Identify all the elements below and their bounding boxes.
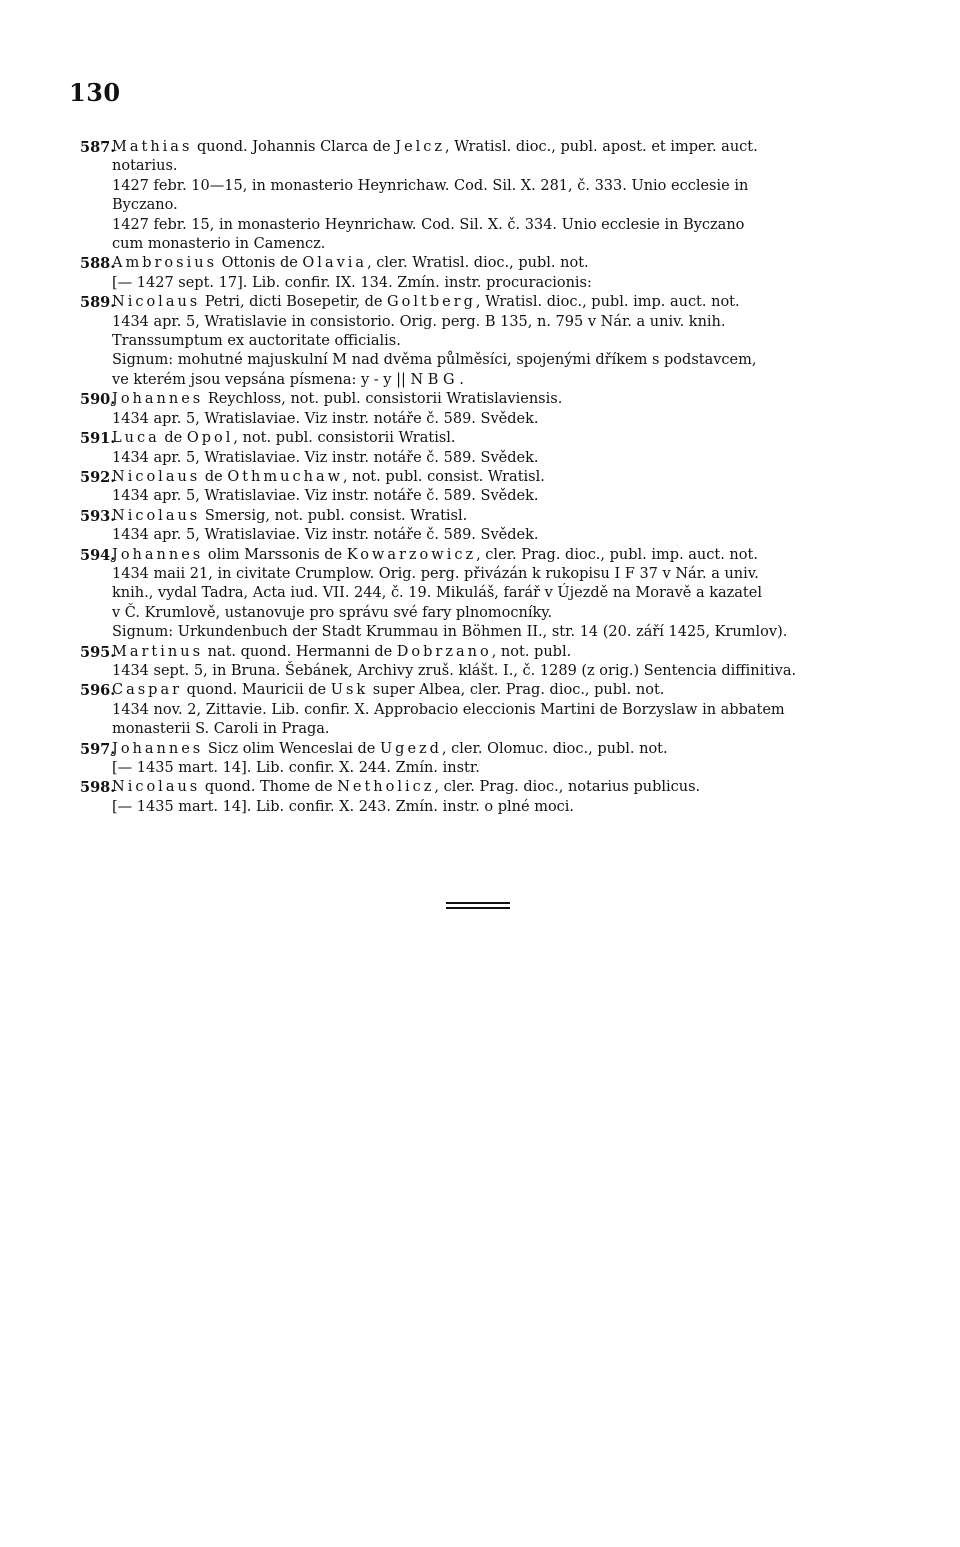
spaced-name: Opol — [186, 430, 234, 447]
entry-line: 1434 sept. 5, in Bruna. Šebánek, Archivy zruš. klášt. I., č. 1289 (z orig.) Sentencia diffinitiva. — [112, 662, 797, 679]
entry-body — [112, 778, 895, 817]
entry-body — [112, 429, 895, 468]
entry — [80, 778, 895, 817]
entry-line: 1434 apr. 5, Wratislaviae. Viz instr. notáře č. 589. Svědek. — [112, 488, 539, 505]
entry-text: , cler. Olomuc. dioc., publ. not. — [441, 740, 668, 757]
entry-text: de — [200, 468, 228, 485]
entries-list — [80, 138, 895, 817]
entry-text: nat. quond. Hermanni de — [203, 643, 397, 660]
entry-text: , not. publ. consist. Wratisl. — [343, 468, 545, 485]
entry-line: v Č. Krumlově, ustanovuje pro správu své fary plnomocníky. — [112, 604, 553, 621]
entry-number: 588. — [80, 255, 116, 273]
entry-line — [112, 468, 895, 487]
spaced-name: Nicolaus — [112, 294, 201, 311]
spaced-name: Netholicz — [337, 779, 435, 796]
entry-text: , not. publ. consistorii Wratisl. — [233, 430, 456, 447]
spaced-name: Johannes — [112, 740, 204, 757]
entry-text: Reychloss, not. publ. consistorii Wratislaviensis. — [203, 391, 563, 408]
spaced-name: Ambrosius — [112, 255, 218, 272]
entry-text: Petri, dicti Bosepetir, de — [200, 294, 388, 311]
entry-line: 1427 febr. 15, in monasterio Heynrichaw. Cod. Sil. X. č. 334. Unio ecclesie in Byczano — [112, 216, 745, 233]
end-rule — [446, 902, 510, 912]
entry — [80, 293, 895, 390]
spaced-name: Ugezd — [379, 740, 442, 757]
entry-body — [112, 507, 895, 546]
entry-line — [112, 546, 895, 565]
spaced-name: Usk — [330, 682, 369, 699]
entry-text: , Wratisl. dioc., publ. apost. et imper. auct. — [445, 139, 758, 155]
entry-text: , cler. Prag. dioc., notarius publicus. — [434, 779, 701, 796]
entry — [80, 390, 895, 429]
entry-number: 589. — [80, 294, 116, 312]
entry-number: 596. — [80, 682, 116, 700]
spaced-name: Caspar — [112, 682, 183, 699]
entry-body — [112, 546, 895, 643]
spaced-name: Nicolaus — [112, 507, 201, 524]
entry-line: knih., vydal Tadra, Acta iud. VII. 244, č. 19. Mikuláš, farář v Újezdě na Moravě a kazatel — [112, 585, 762, 602]
spaced-name: Goltberg — [387, 294, 476, 311]
entry-line: notarius. — [112, 158, 178, 175]
entry-line: 1434 apr. 5, Wratislaviae. Viz instr. notáře č. 589. Svědek. — [112, 410, 539, 427]
spaced-name: Dobrzano — [396, 643, 492, 660]
entry — [80, 681, 895, 739]
entry-text: quond. Thome de — [200, 779, 338, 796]
spaced-name: Luca — [112, 430, 160, 447]
spaced-name: Othmuchaw — [227, 468, 344, 485]
entry-body — [112, 740, 895, 779]
entry-text: , Wratisl. dioc., publ. imp. auct. not. — [475, 294, 740, 311]
entry-body — [112, 468, 895, 507]
entry-number: 598. — [80, 779, 116, 797]
entry-number: 595. — [80, 643, 116, 661]
entry-number: 592. — [80, 468, 116, 486]
entry-body — [112, 254, 895, 293]
entry — [80, 138, 895, 254]
spaced-name: Martinus — [112, 643, 204, 660]
entry-line: Transsumptum ex auctoritate officialis. — [112, 333, 401, 350]
entry-line: Signum: mohutné majuskulní M nad dvěma půlměsíci, spojenými dříkem s podstavcem, — [112, 352, 757, 369]
entry-number: 590. — [80, 391, 116, 409]
entry-line: [— 1435 mart. 14]. Lib. confir. X. 243. Zmín. instr. o plné moci. — [112, 798, 575, 815]
page-number: 130 — [69, 78, 121, 107]
entry — [80, 643, 895, 682]
spaced-name: Johannes — [112, 391, 204, 408]
entry-line — [112, 138, 895, 157]
entry-body — [112, 293, 895, 390]
entry-line: [— 1435 mart. 14]. Lib. confir. X. 244. Zmín. instr. — [112, 760, 480, 776]
entry-line — [112, 643, 895, 662]
entry — [80, 254, 895, 293]
entry-line: monasterii S. Caroli in Praga. — [112, 721, 330, 738]
entry-text: super Albea, cler. Prag. dioc., publ. not. — [368, 682, 665, 699]
entry-line: 1434 maii 21, in civitate Crumplow. Orig. perg. přivázán k rukopisu I F 37 v Nár. a univ. — [112, 565, 759, 582]
entry-text: quond. Mauricii de — [182, 682, 331, 699]
entry-line — [112, 254, 895, 273]
spaced-name: Nicolaus — [112, 468, 201, 485]
entry-line: 1434 nov. 2, Zittavie. Lib. confir. X. Approbacio eleccionis Martini de Borzyslaw in abbatem — [112, 701, 785, 718]
spaced-name: Mathias — [112, 139, 193, 155]
entry-text: Sicz olim Wenceslai de — [203, 740, 380, 757]
entry-line: 1427 febr. 10—15, in monasterio Heynrichaw. Cod. Sil. X. 281, č. 333. Unio ecclesie in — [112, 177, 749, 194]
entry-body — [112, 390, 895, 429]
entry-line: Signum: Urkundenbuch der Stadt Krummau in Böhmen II., str. 14 (20. září 1425, Krumlov). — [112, 624, 788, 641]
entry-number: 591. — [80, 430, 116, 448]
entry-line — [112, 778, 895, 797]
entry-number: 593. — [80, 507, 116, 525]
entry-line — [112, 740, 895, 759]
entry-number: 594. — [80, 546, 116, 564]
entry-number: 597. — [80, 740, 116, 758]
entry — [80, 468, 895, 507]
entry-text: de — [159, 430, 187, 447]
spaced-name: Olavia — [302, 255, 368, 272]
entry-text: , cler. Prag. dioc., publ. imp. auct. not. — [476, 546, 758, 563]
spaced-name: Johannes — [112, 546, 204, 563]
spaced-name: Nicolaus — [112, 779, 201, 796]
entry-line: 1434 apr. 5, Wratislavie in consistorio. Orig. perg. B 135, n. 795 v Nár. a univ. knih. — [112, 313, 726, 330]
entry-body — [112, 138, 895, 254]
spaced-name: Jelcz — [395, 139, 446, 155]
entry-body — [112, 643, 895, 682]
entry-text: , cler. Wratisl. dioc., publ. not. — [367, 255, 589, 272]
entry — [80, 546, 895, 643]
entry — [80, 740, 895, 779]
entry — [80, 429, 895, 468]
entry-line: cum monasterio in Camencz. — [112, 236, 326, 253]
entry-line: 1434 apr. 5, Wratislaviae. Viz instr. notáře č. 589. Svědek. — [112, 449, 539, 466]
entry-line — [112, 293, 895, 312]
entry-line — [112, 681, 895, 700]
entry — [80, 507, 895, 546]
entry-number: 587. — [80, 139, 116, 156]
entry-text: Ottonis de — [217, 255, 303, 272]
entry-line: 1434 apr. 5, Wratislaviae. Viz instr. notáře č. 589. Svědek. — [112, 527, 539, 544]
entry-line — [112, 390, 895, 409]
spaced-name: Kowarzowicz — [346, 546, 477, 563]
entry-line: [— 1427 sept. 17]. Lib. confir. IX. 134. Zmín. instr. procuracionis: — [112, 274, 592, 291]
entry-text: , not. publ. — [491, 643, 572, 660]
entry-text: quond. Johannis Clarca de — [192, 139, 396, 155]
entry-body — [112, 681, 895, 739]
entry-line — [112, 429, 895, 448]
entry-line — [112, 507, 895, 526]
entry-line: ve kterém jsou vepsána písmena: y - y || N B G . — [112, 371, 464, 388]
entry-text: Smersig, not. publ. consist. Wratisl. — [200, 507, 468, 524]
entry-line: Byczano. — [112, 197, 178, 214]
entry-text: olim Marssonis de — [203, 546, 347, 563]
